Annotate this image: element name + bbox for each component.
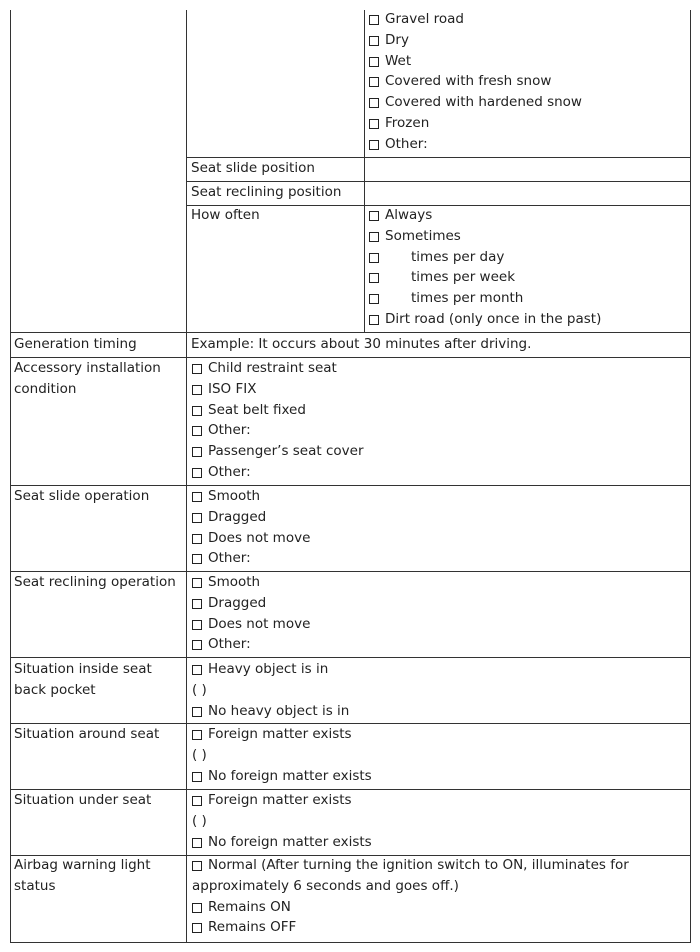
checkbox-icon[interactable] xyxy=(192,554,202,564)
option-label: ( ) xyxy=(192,746,207,763)
table-border xyxy=(10,571,691,572)
row-label: Seat slide operation xyxy=(14,488,150,504)
table-border xyxy=(10,657,691,658)
sub-row-label: How often xyxy=(191,207,260,223)
table-border xyxy=(10,357,691,358)
option-label: Wet xyxy=(385,52,412,69)
checkbox-icon[interactable] xyxy=(192,923,202,933)
option-label: Other: xyxy=(385,135,428,152)
option-label: Smooth xyxy=(208,574,261,590)
checkbox-icon[interactable] xyxy=(192,861,202,871)
checkbox-icon[interactable] xyxy=(192,903,202,913)
table-border xyxy=(10,855,691,856)
option-label: ISO FIX xyxy=(208,380,257,397)
row-label: Airbag warning light xyxy=(14,857,151,873)
checkbox-icon[interactable] xyxy=(369,294,379,304)
checkbox-icon[interactable] xyxy=(192,492,202,502)
option-label: Child restraint seat xyxy=(208,360,337,376)
table-border xyxy=(186,157,691,158)
checkbox-icon[interactable] xyxy=(369,273,379,283)
checkbox-icon[interactable] xyxy=(369,119,379,129)
row-label: status xyxy=(14,877,56,894)
checkbox-icon[interactable] xyxy=(192,406,202,416)
option-label: Always xyxy=(385,207,433,223)
option-label: Passenger’s seat cover xyxy=(208,443,364,460)
checkbox-icon[interactable] xyxy=(192,730,202,740)
option-label: Foreign matter exists xyxy=(208,792,352,808)
option-label: No foreign matter exists xyxy=(208,767,372,784)
option-label: ( ) xyxy=(192,812,207,829)
option-label: Other: xyxy=(208,422,251,439)
option-label: Frozen xyxy=(385,115,430,131)
option-label: Dirt road (only once in the past) xyxy=(385,311,602,327)
checkbox-icon[interactable] xyxy=(192,578,202,588)
checkbox-icon[interactable] xyxy=(369,57,379,67)
option-label: Covered with hardened snow xyxy=(385,94,582,111)
option-label: Remains OFF xyxy=(208,919,297,936)
option-label: Other: xyxy=(208,464,251,480)
option-label: Normal (After turning the ignition switch to ON, illuminates for xyxy=(208,857,629,873)
checkbox-icon[interactable] xyxy=(192,796,202,806)
row-label: Situation inside seat xyxy=(14,661,152,677)
option-label: Seat belt fixed xyxy=(208,401,306,418)
checkbox-icon[interactable] xyxy=(369,253,379,263)
option-label: Heavy object is in xyxy=(208,661,329,677)
option-label: Other: xyxy=(208,550,251,567)
option-label: Other: xyxy=(208,636,251,653)
table-border xyxy=(186,181,691,182)
table-border xyxy=(186,10,187,943)
sub-row-label: Seat slide position xyxy=(191,160,315,176)
table-border xyxy=(10,10,11,943)
checkbox-icon[interactable] xyxy=(192,447,202,457)
checkbox-icon[interactable] xyxy=(192,640,202,650)
row-label: back pocket xyxy=(14,681,96,698)
option-label: times per day xyxy=(411,248,505,265)
row-label: Generation timing xyxy=(14,336,137,352)
checkbox-icon[interactable] xyxy=(192,426,202,436)
option-label: Sometimes xyxy=(385,227,461,244)
checkbox-icon[interactable] xyxy=(192,838,202,848)
option-label: Gravel road xyxy=(385,11,464,27)
option-label: No foreign matter exists xyxy=(208,833,372,850)
table-border xyxy=(690,10,691,943)
checkbox-icon[interactable] xyxy=(192,772,202,782)
checkbox-icon[interactable] xyxy=(192,620,202,630)
option-label: Foreign matter exists xyxy=(208,726,352,742)
option-label: Dragged xyxy=(208,508,267,525)
option-label: Does not move xyxy=(208,615,311,632)
checkbox-icon[interactable] xyxy=(192,513,202,523)
row-label: Situation under seat xyxy=(14,792,152,808)
sub-row-label: Seat reclining position xyxy=(191,184,342,200)
checkbox-icon[interactable] xyxy=(369,77,379,87)
checkbox-icon[interactable] xyxy=(369,36,379,46)
checkbox-icon[interactable] xyxy=(369,98,379,108)
option-label: approximately 6 seconds and goes off.) xyxy=(192,877,459,894)
table-border xyxy=(10,942,691,943)
row-label: Situation around seat xyxy=(14,726,160,742)
option-label: Smooth xyxy=(208,488,261,504)
table-border xyxy=(10,723,691,724)
checkbox-icon[interactable] xyxy=(369,315,379,325)
option-label: times per week xyxy=(411,269,516,286)
option-label: Covered with fresh snow xyxy=(385,73,552,90)
checkbox-icon[interactable] xyxy=(192,665,202,675)
checkbox-icon[interactable] xyxy=(192,385,202,395)
option-label: No heavy object is in xyxy=(208,702,350,719)
example-text: Example: It occurs about 30 minutes after driving. xyxy=(191,336,532,352)
option-label: Dry xyxy=(385,31,409,48)
option-label: times per month xyxy=(411,290,524,307)
checkbox-icon[interactable] xyxy=(192,534,202,544)
row-label: Accessory installation xyxy=(14,360,161,376)
checkbox-icon[interactable] xyxy=(369,15,379,25)
option-label: ( ) xyxy=(192,681,207,698)
checkbox-icon[interactable] xyxy=(192,364,202,374)
checkbox-icon[interactable] xyxy=(192,599,202,609)
option-label: Remains ON xyxy=(208,898,291,915)
table-border xyxy=(10,332,691,333)
table-border xyxy=(10,789,691,790)
option-label: Dragged xyxy=(208,594,267,611)
table-border xyxy=(186,205,691,206)
row-label: Seat reclining operation xyxy=(14,574,176,590)
table-border xyxy=(10,485,691,486)
checkbox-icon[interactable] xyxy=(369,211,379,221)
checkbox-icon[interactable] xyxy=(369,140,379,150)
checkbox-icon[interactable] xyxy=(369,232,379,242)
checkbox-icon[interactable] xyxy=(192,468,202,478)
table-border xyxy=(364,10,365,333)
option-label: Does not move xyxy=(208,529,311,546)
row-label: condition xyxy=(14,380,77,397)
checkbox-icon[interactable] xyxy=(192,707,202,717)
